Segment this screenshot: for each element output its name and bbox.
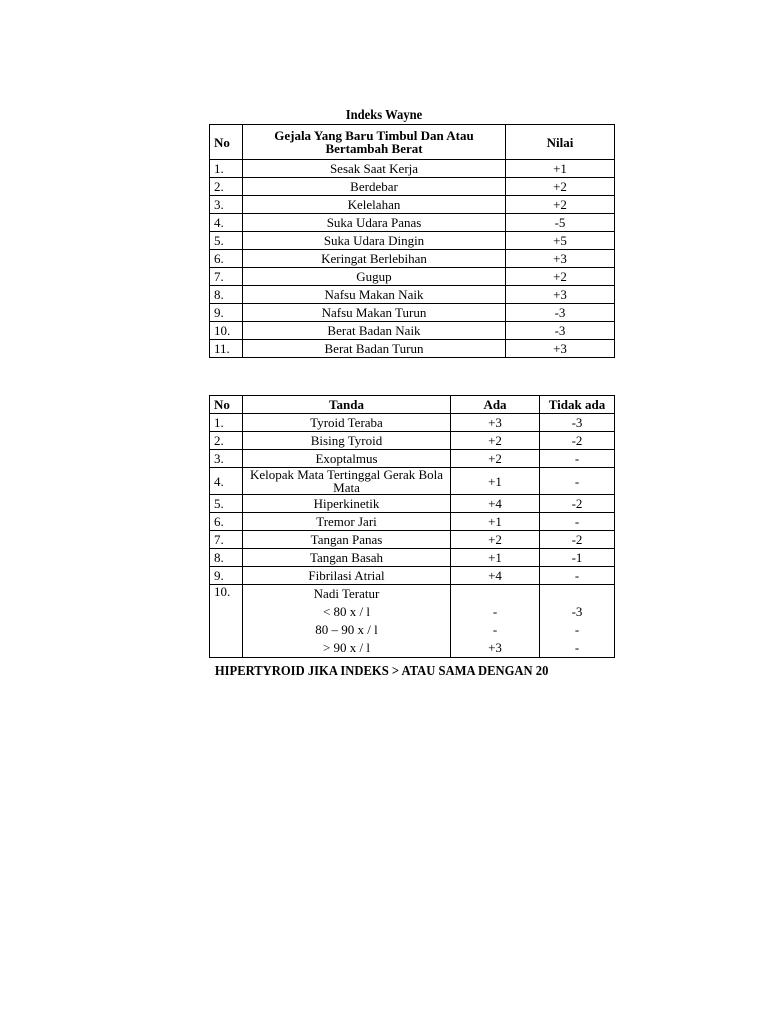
table-row <box>210 160 615 178</box>
row-nilai: +3 <box>506 250 615 268</box>
header-tidak-ada: Tidak ada <box>540 396 615 414</box>
table-row <box>210 495 615 513</box>
row-nilai: +2 <box>506 178 615 196</box>
row-no: 4. <box>210 468 243 495</box>
row-no: 8. <box>210 549 243 567</box>
table-row <box>210 432 615 450</box>
row-gejala: Nafsu Makan Turun <box>243 304 506 322</box>
row-nilai: -3 <box>506 322 615 340</box>
table-row <box>210 468 615 495</box>
header-tanda: Tanda <box>243 396 451 414</box>
row-tidak-line: -3 <box>571 604 583 619</box>
row-gejala: Suka Udara Dingin <box>243 232 506 250</box>
row-ada: +1 <box>451 549 540 567</box>
row-nilai: +5 <box>506 232 615 250</box>
row-tidak-multi <box>540 585 615 658</box>
table-row <box>210 322 615 340</box>
row-nilai: -5 <box>506 214 615 232</box>
table-row <box>210 450 615 468</box>
row-no: 10. <box>210 322 243 340</box>
table-row <box>210 414 615 432</box>
row-no: 2. <box>210 432 243 450</box>
header-gejala: Gejala Yang Baru Timbul Dan Atau Bertambah Berat <box>243 125 506 160</box>
row-tanda-line: < 80 x / l <box>322 604 371 619</box>
row-gejala: Kelelahan <box>243 196 506 214</box>
row-no: 1. <box>210 414 243 432</box>
row-no: 5. <box>210 232 243 250</box>
row-tanda: Kelopak Mata Tertinggal Gerak Bola Mata <box>243 468 451 495</box>
row-no: 9. <box>210 567 243 585</box>
table-row <box>210 268 615 286</box>
row-no: 11. <box>210 340 243 358</box>
row-tanda: Tangan Basah <box>243 549 451 567</box>
row-tidak-ada: -1 <box>540 549 615 567</box>
row-gejala: Berat Badan Turun <box>243 340 506 358</box>
row-nilai: +2 <box>506 268 615 286</box>
row-tidak-ada: - <box>540 513 615 531</box>
header-ada: Ada <box>451 396 540 414</box>
table-row <box>210 286 615 304</box>
table-row-nadi <box>210 585 615 658</box>
row-tanda: Bising Tyroid <box>243 432 451 450</box>
row-no: 6. <box>210 513 243 531</box>
row-gejala: Keringat Berlebihan <box>243 250 506 268</box>
row-tidak-ada: -2 <box>540 495 615 513</box>
row-ada: +4 <box>451 567 540 585</box>
row-no: 1. <box>210 160 243 178</box>
row-ada: +2 <box>451 432 540 450</box>
row-no: 3. <box>210 196 243 214</box>
row-ada-line: - <box>492 622 498 637</box>
row-ada-line: +3 <box>488 640 502 655</box>
row-tidak-line: - <box>574 622 580 637</box>
row-ada: +2 <box>451 531 540 549</box>
row-nilai: +3 <box>506 286 615 304</box>
table-row <box>210 250 615 268</box>
table-row <box>210 232 615 250</box>
signs-table <box>209 395 615 658</box>
table-row <box>210 567 615 585</box>
row-nilai: -3 <box>506 304 615 322</box>
row-ada: +1 <box>451 468 540 495</box>
row-ada-line <box>455 585 535 603</box>
table-header-row <box>210 125 615 160</box>
row-no: 5. <box>210 495 243 513</box>
row-no: 2. <box>210 178 243 196</box>
row-no: 6. <box>210 250 243 268</box>
row-tidak-ada: -3 <box>540 414 615 432</box>
row-tidak-line: - <box>574 640 580 655</box>
row-no: 4. <box>210 214 243 232</box>
table-row <box>210 196 615 214</box>
table-header-row <box>210 396 615 414</box>
row-ada: +2 <box>451 450 540 468</box>
symptoms-table <box>209 124 615 358</box>
row-tanda-multi <box>243 585 451 658</box>
row-tanda: Tyroid Teraba <box>243 414 451 432</box>
row-tanda: Tremor Jari <box>243 513 451 531</box>
table-row <box>210 304 615 322</box>
row-gejala: Berdebar <box>243 178 506 196</box>
row-nilai: +2 <box>506 196 615 214</box>
row-no: 7. <box>210 531 243 549</box>
row-tanda: Fibrilasi Atrial <box>243 567 451 585</box>
row-tanda: Exoptalmus <box>243 450 451 468</box>
row-tidak-ada: - <box>540 468 615 495</box>
footer-note: HIPERTYROID JIKA INDEKS > ATAU SAMA DENGAN 20 <box>214 664 549 679</box>
table-row <box>210 513 615 531</box>
row-gejala: Sesak Saat Kerja <box>243 160 506 178</box>
row-ada: +4 <box>451 495 540 513</box>
row-nilai: +3 <box>506 340 615 358</box>
row-tanda: Hiperkinetik <box>243 495 451 513</box>
row-no: 10. <box>210 585 243 658</box>
table-row <box>210 549 615 567</box>
row-gejala: Berat Badan Naik <box>243 322 506 340</box>
row-tanda: Tangan Panas <box>243 531 451 549</box>
row-tidak-ada: -2 <box>540 531 615 549</box>
row-ada-line: - <box>492 604 498 619</box>
row-tidak-line <box>544 585 610 603</box>
row-tanda-line: Nadi Teratur <box>313 586 380 601</box>
row-nilai: +1 <box>506 160 615 178</box>
table-row <box>210 531 615 549</box>
row-gejala: Nafsu Makan Naik <box>243 286 506 304</box>
row-tanda-line: > 90 x / l <box>322 640 371 655</box>
row-no: 9. <box>210 304 243 322</box>
document-title: Indeks Wayne <box>345 108 423 123</box>
row-tidak-ada: - <box>540 567 615 585</box>
header-no: No <box>210 396 243 414</box>
table-row <box>210 178 615 196</box>
row-no: 8. <box>210 286 243 304</box>
row-tidak-ada: -2 <box>540 432 615 450</box>
row-no: 3. <box>210 450 243 468</box>
row-ada: +3 <box>451 414 540 432</box>
row-ada: +1 <box>451 513 540 531</box>
row-tanda-line: 80 – 90 x / l <box>315 622 378 637</box>
row-no: 7. <box>210 268 243 286</box>
row-tidak-ada: - <box>540 450 615 468</box>
header-no: No <box>210 125 243 160</box>
row-gejala: Suka Udara Panas <box>243 214 506 232</box>
table-row <box>210 214 615 232</box>
row-gejala: Gugup <box>243 268 506 286</box>
row-ada-multi <box>451 585 540 658</box>
table-row <box>210 340 615 358</box>
header-nilai: Nilai <box>506 125 615 160</box>
